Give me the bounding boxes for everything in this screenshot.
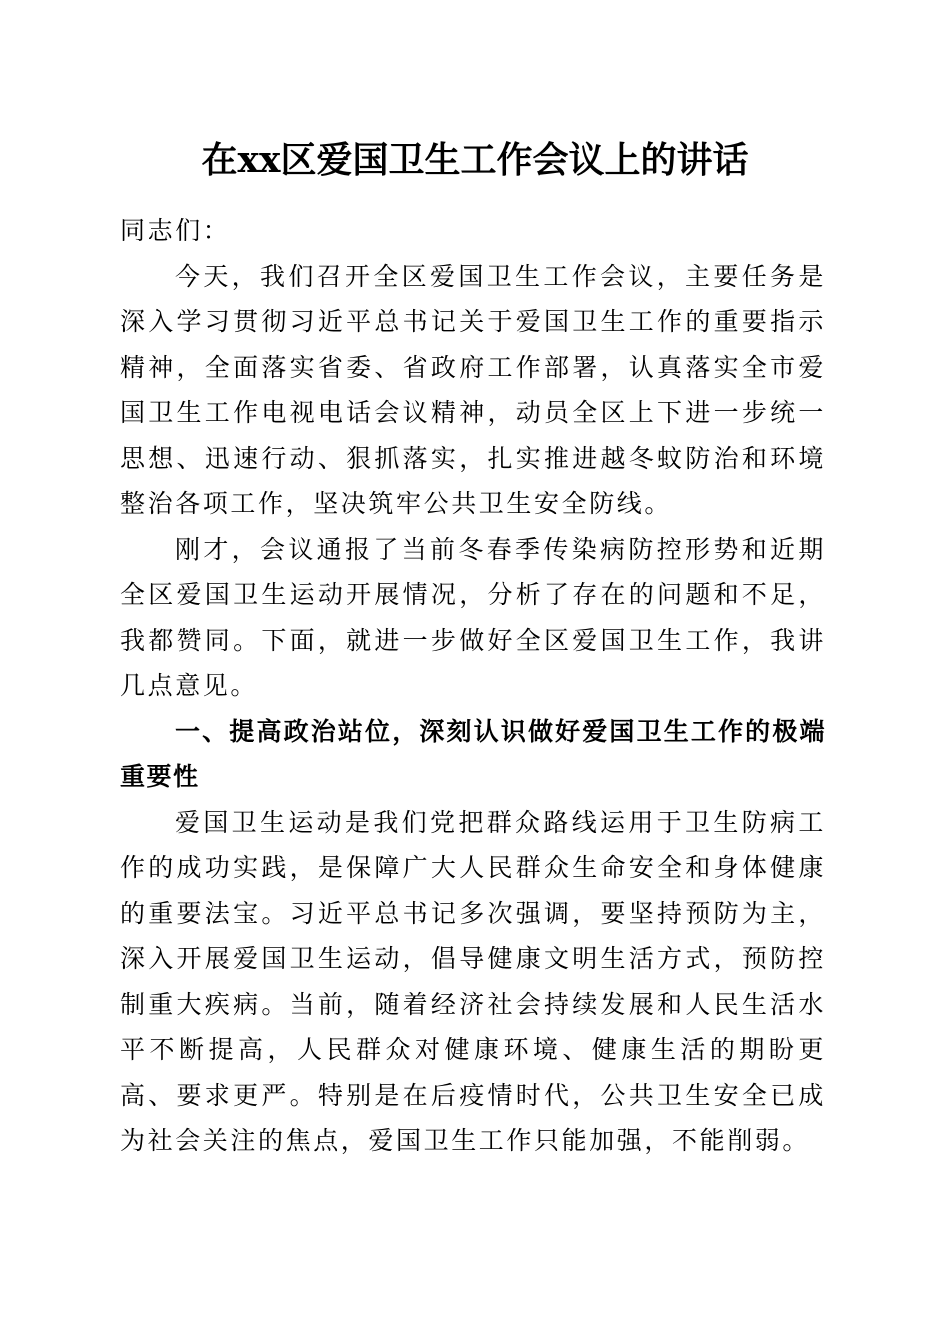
paragraph-review: 刚才，会议通报了当前冬春季传染病防控形势和近期全区爱国卫生运动开展情况，分析了存在的问题和不足，我都赞同。下面，就进一步做好全区爱国卫生工作，我讲几点意见。 [120, 534, 826, 700]
paragraph-section-1: 爱国卫生运动是我们党把群众路线运用于卫生防病工作的成功实践，是保障广大人民群众生命安全和身体健康的重要法宝。习近平总书记多次强调，要坚持预防为主，深入开展爱国卫生运动，倡导健康文明生活方式，预防控制重大疾病。当前，随着经济社会持续发展和人民生活水平不断提高，人民群众对健康环境、健康生活的期盼更高、要求更严。特别是在后疫情时代，公共卫生安全已成为社会关注的焦点，爱国卫生工作只能加强，不能削弱。 [120, 807, 826, 1155]
document-body [120, 208, 826, 1164]
document-title: 在xx区爱国卫生工作会议上的讲话 [201, 139, 749, 181]
salutation: 同志们： [120, 216, 231, 245]
section-heading-1: 一、提高政治站位，深刻认识做好爱国卫生工作的极端重要性 [120, 716, 826, 791]
paragraph-opening: 今天，我们召开全区爱国卫生工作会议，主要任务是深入学习贯彻习近平总书记关于爱国卫生工作的重要指示精神，全面落实省委、省政府工作部署，认真落实全市爱国卫生工作电视电话会议精神，动员全区上下进一步统一思想、迅速行动、狠抓落实，扎实推进越冬蚊防治和环境整治各项工作，坚决筑牢公共卫生安全防线。 [120, 261, 826, 518]
